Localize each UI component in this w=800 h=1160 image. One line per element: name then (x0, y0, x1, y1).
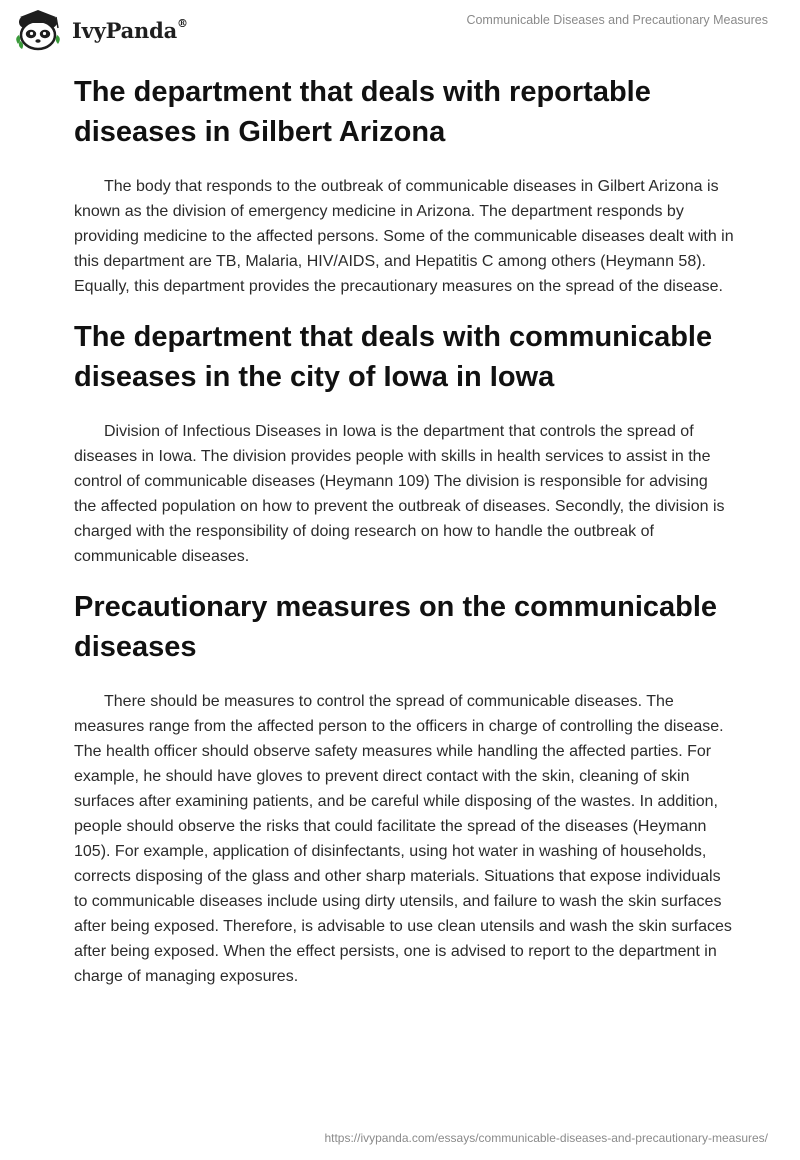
registered-mark: ® (177, 16, 188, 30)
ivypanda-logo[interactable] (14, 8, 188, 52)
section-paragraph-arizona: The body that responds to the outbreak of communicable diseases in Gilbert Arizona is known as the division of emergency medicine in Arizona. The department responds by providing medicine to the affected persons. Some of the communicable diseases dealt with in this department are TB, Malaria, HIV/AIDS, and Hepatitis C among others (Heymann 58). Equally, this department provides the precautionary measures on the spread of the disease. (74, 178, 734, 295)
section-paragraph-precautionary: There should be measures to control the spread of communicable diseases. The measures range from the affected person to the officers in charge of controlling the disease. The health officer should observe safety measures while handling the affected parties. For example, he should have gloves to prevent direct contact with the skin, cleaning of skin surfaces after examining patients, and be careful while disposing of the wastes. In addition, people should observe the risks that could facilitate the spread of the diseases (Heymann 105). For example, application of disinfectants, using hot water in washing of households, corrects disposing of the glass and other sharp materials. Situations that expose individuals to communicable diseases include using dirty utensils, and failure to wash the skin surfaces after being exposed. Therefore, is advisable to use clean utensils and wash the skin surfaces after being exposed. When the effect persists, one is advised to report to the department in charge of managing exposures. (74, 693, 732, 985)
section-heading-iowa: The department that deals with communicable diseases in the city of Iowa in Iowa (74, 321, 713, 393)
brand-name: IvyPanda® (72, 16, 188, 43)
source-url-link[interactable]: https://ivypanda.com/essays/communicable-diseases-and-precautionary-measures/ (324, 1131, 768, 1145)
section-heading-precautionary: Precautionary measures on the communicable diseases (74, 591, 718, 663)
section-paragraph-iowa: Division of Infectious Diseases in Iowa is the department that controls the spread of diseases in Iowa. The division provides people with skills in health services to assist in the control of communicable diseases (Heymann 109) The division is responsible for advising the affected population on how to prevent the outbreak of diseases. Secondly, the division is charged with the responsibility of doing research on how to handle the outbreak of communicable diseases. (74, 423, 725, 565)
article-body (74, 72, 734, 989)
page-header (0, 0, 800, 62)
document-title: Communicable Diseases and Precautionary Measures (466, 13, 768, 27)
section-heading-arizona: The department that deals with reportable diseases in Gilbert Arizona (74, 76, 651, 148)
panda-graduate-icon (14, 8, 66, 52)
